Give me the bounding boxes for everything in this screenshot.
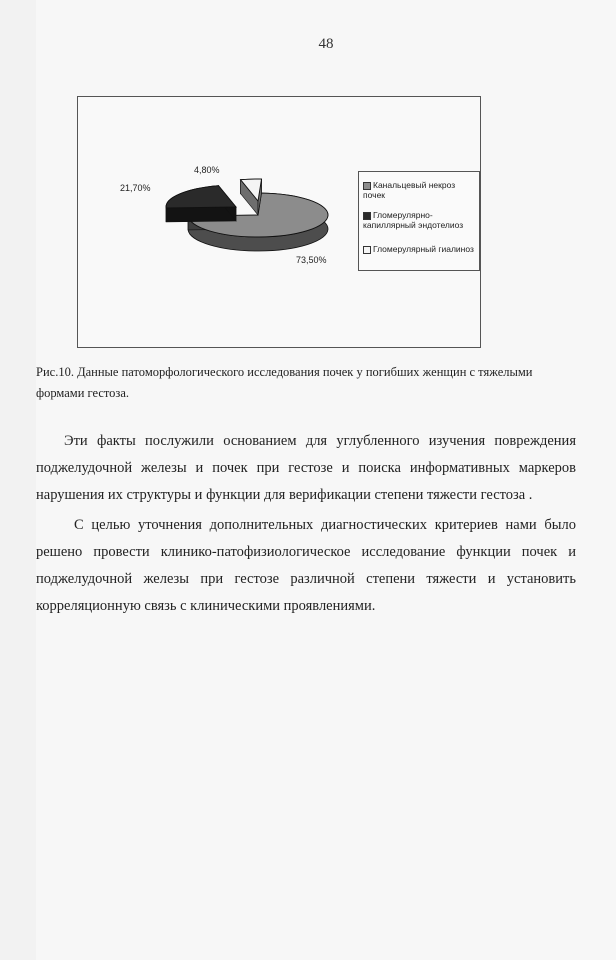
data-label-endotheliosis: 21,70% bbox=[120, 183, 151, 193]
legend-swatch-tubular-necrosis bbox=[363, 182, 371, 190]
chart-legend bbox=[358, 171, 480, 271]
legend-item-hyalinosis bbox=[363, 244, 477, 254]
legend-label-tubular-necrosis: Канальцевый некроз почек bbox=[363, 180, 456, 200]
data-label-hyalinosis: 4,80% bbox=[194, 165, 220, 175]
body-text bbox=[36, 428, 576, 620]
legend-label-hyalinosis: Гломерулярный гиалиноз bbox=[373, 244, 474, 254]
figure-caption: Рис.10. Данные патоморфологического исследования почек у погибших женщин с тяжелыми формами гестоза. bbox=[36, 365, 533, 400]
data-label-tubular-necrosis: 73,50% bbox=[296, 255, 327, 265]
document-page bbox=[36, 0, 616, 960]
legend-swatch-endotheliosis bbox=[363, 212, 371, 220]
pie-chart-frame bbox=[77, 96, 481, 348]
legend-label-endotheliosis: Гломерулярно-капиллярный эндотелиоз bbox=[363, 210, 464, 230]
pie-slice-endotheliosis bbox=[166, 186, 236, 222]
pie-slice-hyalinosis bbox=[241, 179, 262, 215]
page-number: 48 bbox=[318, 36, 334, 52]
paragraph-1: Эти факты послужили основанием для углубленного изучения повреждения поджелудочной железы и почек при гестозе и поиска информативных маркеров нарушения их структуры и функции для верификации степени тяжести гестоза . bbox=[36, 433, 576, 503]
legend-item-tubular-necrosis bbox=[363, 180, 477, 200]
legend-swatch-hyalinosis bbox=[363, 246, 371, 254]
paragraph-2: С целью уточнения дополнительных диагностических критериев нами было решено провести клинико-патофизиологическое исследование функции почек и поджелудочной железы при гестозе различной степени тяжести и установить корреляционную связь с клиническими проявлениями. bbox=[36, 517, 576, 614]
legend-item-endotheliosis bbox=[363, 210, 477, 230]
